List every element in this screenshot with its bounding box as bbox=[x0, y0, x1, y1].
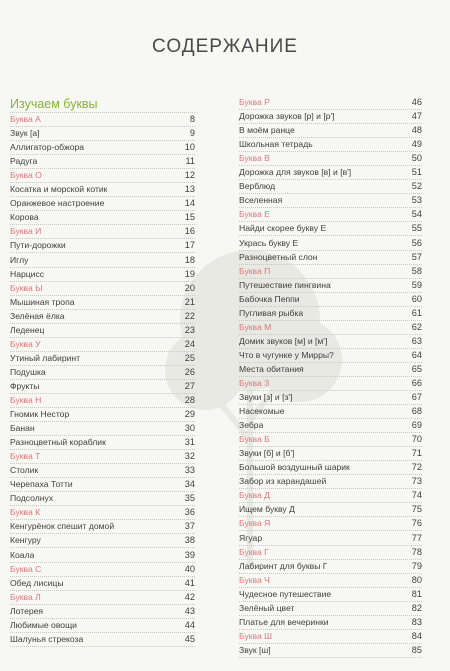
contents-right-column bbox=[239, 96, 422, 658]
entry-label: Шалунья стрекоза bbox=[10, 633, 84, 644]
page-number: 19 bbox=[184, 268, 195, 279]
contents-entry bbox=[239, 503, 422, 517]
entry-label: Забор из карандашей bbox=[239, 476, 327, 487]
entry-label: Пути-дорожки bbox=[10, 240, 66, 251]
entry-label: Звуки [з] и [з'] bbox=[239, 392, 293, 403]
page-number: 83 bbox=[411, 616, 422, 627]
entry-label: Платье для вечеринки bbox=[239, 616, 329, 627]
entry-label: Коала bbox=[10, 549, 35, 560]
page-number: 40 bbox=[184, 563, 195, 574]
contents-entry bbox=[10, 183, 195, 197]
page-number: 80 bbox=[411, 574, 422, 585]
entry-label: Буква Е bbox=[239, 209, 270, 220]
contents-entry bbox=[10, 464, 195, 478]
contents-entry bbox=[239, 447, 422, 461]
contents-entry bbox=[239, 236, 422, 250]
page-number: 27 bbox=[184, 380, 195, 391]
entry-label: Ищем букву Д bbox=[239, 504, 295, 515]
contents-entry bbox=[239, 560, 422, 574]
page-number: 17 bbox=[184, 240, 195, 251]
entry-label: Любимые овощи bbox=[10, 619, 77, 630]
entry-label: Леденец bbox=[10, 324, 45, 335]
page-number: 62 bbox=[411, 321, 422, 332]
entry-label: Зелёная ёлка bbox=[10, 310, 65, 321]
page-number: 38 bbox=[184, 535, 195, 546]
entry-label: Буква Т bbox=[10, 451, 41, 462]
page-number: 68 bbox=[411, 406, 422, 417]
entry-label: Дорожка звуков [р] и [р'] bbox=[239, 111, 335, 122]
letter-entry bbox=[10, 394, 195, 408]
entry-label: Фрукты bbox=[10, 380, 40, 391]
contents-entry bbox=[10, 310, 195, 324]
entry-label: Иглу bbox=[10, 254, 29, 265]
page-number: 50 bbox=[411, 153, 422, 164]
page-number: 36 bbox=[184, 507, 195, 518]
contents-entry bbox=[10, 253, 195, 267]
entry-label: Подсолнух bbox=[10, 493, 54, 504]
entry-label: Звук [а] bbox=[10, 128, 40, 139]
contents-entry bbox=[10, 380, 195, 394]
page-number: 16 bbox=[184, 226, 195, 237]
entry-label: Буква О bbox=[10, 170, 42, 181]
entry-label: Буква П bbox=[239, 265, 271, 276]
page-number: 18 bbox=[184, 254, 195, 265]
page-number: 56 bbox=[411, 237, 422, 248]
contents-entry bbox=[10, 352, 195, 366]
entry-label: Буква К bbox=[10, 507, 41, 518]
letter-entry bbox=[239, 517, 422, 531]
page-number: 48 bbox=[411, 125, 422, 136]
contents-entry bbox=[10, 619, 195, 633]
contents-entry bbox=[239, 602, 422, 616]
page-number: 70 bbox=[411, 434, 422, 445]
contents-entry bbox=[239, 475, 422, 489]
entry-label: В моём ранце bbox=[239, 125, 295, 136]
contents-entry bbox=[239, 335, 422, 349]
contents-entry bbox=[10, 520, 195, 534]
contents-entry bbox=[10, 492, 195, 506]
contents-entry bbox=[239, 166, 422, 180]
contents-entry bbox=[10, 366, 195, 380]
contents-entry bbox=[239, 279, 422, 293]
entry-label: Укрась букву Е bbox=[239, 237, 299, 248]
page-number: 29 bbox=[184, 409, 195, 420]
contents-entry bbox=[10, 548, 195, 562]
entry-label: Чудесное путешествие bbox=[239, 588, 332, 599]
entry-label: Буква А bbox=[10, 114, 41, 125]
letter-entry bbox=[239, 546, 422, 560]
contents-entry bbox=[239, 349, 422, 363]
contents-entry bbox=[10, 197, 195, 211]
page-number: 67 bbox=[411, 392, 422, 403]
page-number: 9 bbox=[189, 128, 195, 139]
entry-label: Звуки [б] и [б'] bbox=[239, 448, 295, 459]
contents-entry bbox=[239, 405, 422, 419]
page-number: 14 bbox=[184, 198, 195, 209]
entry-label: Подушка bbox=[10, 366, 46, 377]
entry-label: Буква С bbox=[10, 563, 42, 574]
page-number: 81 bbox=[411, 588, 422, 599]
page-number: 84 bbox=[411, 630, 422, 641]
page-number: 64 bbox=[411, 349, 422, 360]
letter-entry bbox=[239, 321, 422, 335]
letter-entry bbox=[10, 113, 195, 127]
contents-entry bbox=[239, 180, 422, 194]
letter-entry bbox=[239, 208, 422, 222]
entry-label: Банан bbox=[10, 423, 35, 434]
page-number: 35 bbox=[184, 493, 195, 504]
page-number: 43 bbox=[184, 605, 195, 616]
entry-label: Кенгуру bbox=[10, 535, 41, 546]
contents-entry bbox=[239, 531, 422, 545]
contents-entry bbox=[239, 138, 422, 152]
page-number: 41 bbox=[184, 577, 195, 588]
contents-entry bbox=[10, 141, 195, 155]
letter-entry bbox=[239, 574, 422, 588]
entry-label: Домик звуков [м] и [м'] bbox=[239, 335, 328, 346]
contents-entry bbox=[10, 324, 195, 338]
contents-entry bbox=[10, 296, 195, 310]
page-number: 57 bbox=[411, 251, 422, 262]
contents-entry bbox=[239, 251, 422, 265]
page-number: 73 bbox=[411, 476, 422, 487]
entry-label: Буква Ы bbox=[10, 282, 43, 293]
page-number: 79 bbox=[411, 560, 422, 571]
page-number: 32 bbox=[184, 451, 195, 462]
entry-label: Нарцисс bbox=[10, 268, 45, 279]
contents-entry bbox=[239, 391, 422, 405]
contents-entry bbox=[10, 577, 195, 591]
page-number: 39 bbox=[184, 549, 195, 560]
entry-label: Буква У bbox=[10, 338, 41, 349]
contents-entry bbox=[10, 211, 195, 225]
letter-entry bbox=[239, 265, 422, 279]
entry-label: Гномик Нестор bbox=[10, 409, 70, 420]
page-number: 63 bbox=[411, 335, 422, 346]
entry-label: Лотерея bbox=[10, 605, 44, 616]
page-number: 53 bbox=[411, 195, 422, 206]
entry-label: Косатка и морской котик bbox=[10, 184, 108, 195]
page-number: 78 bbox=[411, 546, 422, 557]
page-number: 49 bbox=[411, 139, 422, 150]
page-number: 10 bbox=[184, 142, 195, 153]
entry-label: Буква Л bbox=[10, 591, 41, 602]
entry-label: Зелёный цвет bbox=[239, 602, 295, 613]
entry-label: Оранжевое настроение bbox=[10, 198, 105, 209]
entry-label: Буква И bbox=[10, 226, 42, 237]
page-number: 71 bbox=[411, 448, 422, 459]
letter-entry bbox=[239, 96, 422, 110]
letter-entry bbox=[10, 282, 195, 296]
page-number: 20 bbox=[184, 282, 195, 293]
entry-label: Буква З bbox=[239, 377, 270, 388]
page-number: 46 bbox=[411, 97, 422, 108]
entry-label: Радуга bbox=[10, 156, 38, 167]
letter-entry bbox=[10, 338, 195, 352]
page-number: 23 bbox=[184, 324, 195, 335]
contents-entry bbox=[239, 307, 422, 321]
section-heading: Изучаем буквы bbox=[10, 96, 195, 113]
page-number: 77 bbox=[411, 532, 422, 543]
page-number: 37 bbox=[184, 521, 195, 532]
page-number: 15 bbox=[184, 212, 195, 223]
entry-label: Утиный лабиринт bbox=[10, 352, 81, 363]
contents-entry bbox=[10, 605, 195, 619]
page-number: 58 bbox=[411, 265, 422, 276]
entry-label: Вселенная bbox=[239, 195, 283, 206]
page-number: 66 bbox=[411, 377, 422, 388]
page-title: СОДЕРЖАНИЕ bbox=[152, 36, 298, 57]
entry-label: Насекомые bbox=[239, 406, 285, 417]
entry-label: Буква Ш bbox=[239, 630, 273, 641]
contents-entry bbox=[239, 461, 422, 475]
left-contents-list bbox=[10, 113, 195, 647]
page-number: 44 bbox=[184, 619, 195, 630]
entry-label: Зебра bbox=[239, 420, 264, 431]
contents-entry bbox=[239, 616, 422, 630]
contents-entry bbox=[10, 155, 195, 169]
letter-entry bbox=[10, 506, 195, 520]
page-number: 72 bbox=[411, 462, 422, 473]
page-number: 69 bbox=[411, 420, 422, 431]
contents-entry bbox=[239, 644, 422, 658]
entry-label: Буква Я bbox=[239, 518, 271, 529]
letter-entry bbox=[10, 225, 195, 239]
entry-label: Разноцветный слон bbox=[239, 251, 318, 262]
entry-label: Пугливая рыбка bbox=[239, 307, 304, 318]
entry-label: Кенгурёнок спешит домой bbox=[10, 521, 115, 532]
contents-left-column bbox=[10, 96, 195, 647]
page-number: 30 bbox=[184, 423, 195, 434]
page-number: 31 bbox=[184, 437, 195, 448]
page-number: 8 bbox=[189, 114, 195, 125]
entry-label: Черепаха Тотти bbox=[10, 479, 73, 490]
entry-label: Звук [ш] bbox=[239, 644, 271, 655]
entry-label: Обед лисицы bbox=[10, 577, 64, 588]
contents-entry bbox=[10, 633, 195, 647]
page-number: 85 bbox=[411, 644, 422, 655]
entry-label: Аллигатор-обжора bbox=[10, 142, 85, 153]
contents-entry bbox=[239, 293, 422, 307]
contents-entry bbox=[10, 422, 195, 436]
entry-label: Школьная тетрадь bbox=[239, 139, 313, 150]
entry-label: Столик bbox=[10, 465, 39, 476]
contents-entry bbox=[10, 268, 195, 282]
entry-label: Буква Ч bbox=[239, 574, 270, 585]
page-number: 12 bbox=[184, 170, 195, 181]
page-number: 22 bbox=[184, 310, 195, 321]
entry-label: Буква Н bbox=[10, 394, 42, 405]
entry-label: Большой воздушный шарик bbox=[239, 462, 350, 473]
page-number: 45 bbox=[184, 633, 195, 644]
entry-label: Буква Б bbox=[239, 434, 270, 445]
entry-label: Бабочка Пеппи bbox=[239, 293, 300, 304]
entry-label: Места обитания bbox=[239, 363, 304, 374]
contents-entry bbox=[239, 363, 422, 377]
entry-label: Верблюд bbox=[239, 181, 276, 192]
right-contents-list bbox=[239, 96, 422, 658]
contents-entry bbox=[239, 194, 422, 208]
page-number: 61 bbox=[411, 307, 422, 318]
letter-entry bbox=[239, 630, 422, 644]
page-number: 59 bbox=[411, 279, 422, 290]
letter-entry bbox=[239, 377, 422, 391]
page-number: 24 bbox=[184, 338, 195, 349]
page-number: 26 bbox=[184, 366, 195, 377]
page-number: 21 bbox=[184, 296, 195, 307]
entry-label: Буква М bbox=[239, 321, 272, 332]
page-number: 82 bbox=[411, 602, 422, 613]
entry-label: Корова bbox=[10, 212, 39, 223]
entry-label: Мышиная тропа bbox=[10, 296, 75, 307]
contents-entry bbox=[10, 408, 195, 422]
contents-entry bbox=[239, 124, 422, 138]
page-number: 52 bbox=[411, 181, 422, 192]
contents-entry bbox=[239, 110, 422, 124]
entry-label: Путешествие пингвина bbox=[239, 279, 331, 290]
letter-entry bbox=[10, 450, 195, 464]
letter-entry bbox=[10, 169, 195, 183]
entry-label: Буква Д bbox=[239, 490, 270, 501]
page-number: 51 bbox=[411, 167, 422, 178]
entry-label: Буква В bbox=[239, 153, 270, 164]
contents-entry bbox=[239, 588, 422, 602]
contents-entry bbox=[10, 239, 195, 253]
page-number: 60 bbox=[411, 293, 422, 304]
letter-entry bbox=[239, 152, 422, 166]
page-number: 65 bbox=[411, 363, 422, 374]
page-number: 28 bbox=[184, 394, 195, 405]
contents-entry bbox=[10, 534, 195, 548]
letter-entry bbox=[239, 489, 422, 503]
page-number: 54 bbox=[411, 209, 422, 220]
entry-label: Ягуар bbox=[239, 532, 263, 543]
contents-entry bbox=[239, 419, 422, 433]
contents-entry bbox=[10, 478, 195, 492]
page-number: 47 bbox=[411, 111, 422, 122]
page-number: 76 bbox=[411, 518, 422, 529]
page-number: 13 bbox=[184, 184, 195, 195]
contents-entry bbox=[10, 436, 195, 450]
page-number: 75 bbox=[411, 504, 422, 515]
page-number: 34 bbox=[184, 479, 195, 490]
entry-label: Найди скорее букву Е bbox=[239, 223, 327, 234]
contents-entry bbox=[239, 222, 422, 236]
entry-label: Буква Р bbox=[239, 97, 270, 108]
page-number: 74 bbox=[411, 490, 422, 501]
letter-entry bbox=[10, 563, 195, 577]
entry-label: Что в чугунке у Мирры? bbox=[239, 349, 334, 360]
entry-label: Разноцветный кораблик bbox=[10, 437, 106, 448]
entry-label: Буква Г bbox=[239, 546, 269, 557]
letter-entry bbox=[10, 591, 195, 605]
page-number: 33 bbox=[184, 465, 195, 476]
page-number: 11 bbox=[185, 156, 195, 167]
page-number: 42 bbox=[184, 591, 195, 602]
contents-entry bbox=[10, 127, 195, 141]
page-number: 25 bbox=[184, 352, 195, 363]
letter-entry bbox=[239, 433, 422, 447]
page-number: 55 bbox=[411, 223, 422, 234]
entry-label: Лабиринт для буквы Г bbox=[239, 560, 328, 571]
entry-label: Дорожка для звуков [в] и [в'] bbox=[239, 167, 352, 178]
